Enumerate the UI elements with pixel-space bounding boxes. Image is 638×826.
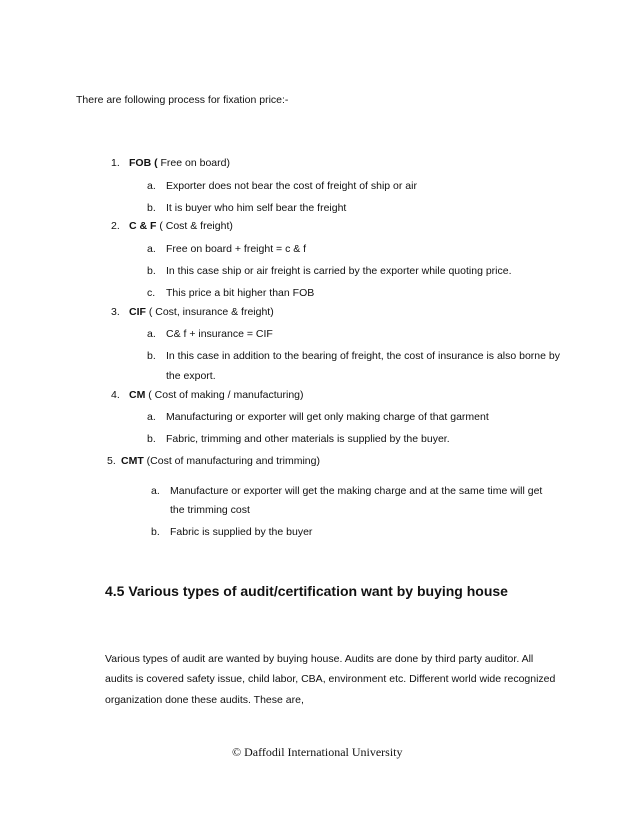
term-bold: FOB ( xyxy=(129,157,158,169)
term-desc: (Cost of manufacturing and trimming) xyxy=(143,455,320,467)
term-desc: ( Cost of making / manufacturing) xyxy=(145,389,304,401)
sub-item-letter: b. xyxy=(147,350,156,362)
sub-item-letter: c. xyxy=(147,287,156,299)
sub-item-text-cont: the export. xyxy=(166,370,216,382)
list-item-number: 2. xyxy=(111,220,120,232)
sub-item-letter: b. xyxy=(147,265,156,277)
list-item-title xyxy=(121,455,320,467)
sub-item-text: Fabric, trimming and other materials is supplied by the buyer. xyxy=(166,433,450,445)
list-item-title xyxy=(129,220,233,232)
intro-text: There are following process for fixation price:- xyxy=(76,94,289,106)
sub-item-text: Manufacturing or exporter will get only making charge of that garment xyxy=(166,411,489,423)
sub-item-text: Fabric is supplied by the buyer xyxy=(170,526,313,538)
term-bold: CIF xyxy=(129,306,146,318)
sub-item-text: This price a bit higher than FOB xyxy=(166,287,315,299)
list-item-title xyxy=(129,389,304,401)
sub-item-text: Manufacture or exporter will get the making charge and at the same time will get xyxy=(170,485,543,497)
paragraph-line: organization done these audits. These are, xyxy=(105,694,304,706)
paragraph-line: Various types of audit are wanted by buying house. Audits are done by third party auditor. All xyxy=(105,653,534,665)
sub-item-text: In this case in addition to the bearing of freight, the cost of insurance is also borne by xyxy=(166,350,560,362)
sub-item-letter: b. xyxy=(147,202,156,214)
term-bold: C & F xyxy=(129,220,157,232)
section-heading: 4.5 Various types of audit/certification want by buying house xyxy=(105,583,508,599)
sub-item-letter: a. xyxy=(151,485,160,497)
list-item-title xyxy=(129,157,230,169)
term-bold: CM xyxy=(129,389,146,401)
sub-item-letter: a. xyxy=(147,328,156,340)
list-item-number: 3. xyxy=(111,306,120,318)
term-desc: Free on board) xyxy=(157,157,230,169)
paragraph-line: audits is covered safety issue, child labor, CBA, environment etc. Different world wide recognized xyxy=(105,673,556,685)
sub-item-letter: a. xyxy=(147,411,156,423)
sub-item-text: Free on board + freight = c & f xyxy=(166,243,307,255)
term-bold: CMT xyxy=(121,455,144,467)
list-item-number: 1. xyxy=(111,157,120,169)
list-item-number: 5. xyxy=(107,455,116,467)
sub-item-text-cont: the trimming cost xyxy=(170,504,250,516)
sub-item-letter: b. xyxy=(147,433,156,445)
page-footer: © Daffodil International University xyxy=(232,745,403,759)
sub-item-text: Exporter does not bear the cost of freight of ship or air xyxy=(166,180,417,192)
sub-item-text: In this case ship or air freight is carried by the exporter while quoting price. xyxy=(166,265,512,277)
term-desc: ( Cost, insurance & freight) xyxy=(145,306,274,318)
sub-item-letter: b. xyxy=(151,526,160,538)
list-item-title xyxy=(129,306,274,318)
term-desc: ( Cost & freight) xyxy=(156,220,233,232)
sub-item-letter: a. xyxy=(147,243,156,255)
sub-item-letter: a. xyxy=(147,180,156,192)
sub-item-text: It is buyer who him self bear the freight xyxy=(166,202,347,214)
list-item-number: 4. xyxy=(111,389,120,401)
sub-item-text: C& f + insurance = CIF xyxy=(166,328,273,340)
